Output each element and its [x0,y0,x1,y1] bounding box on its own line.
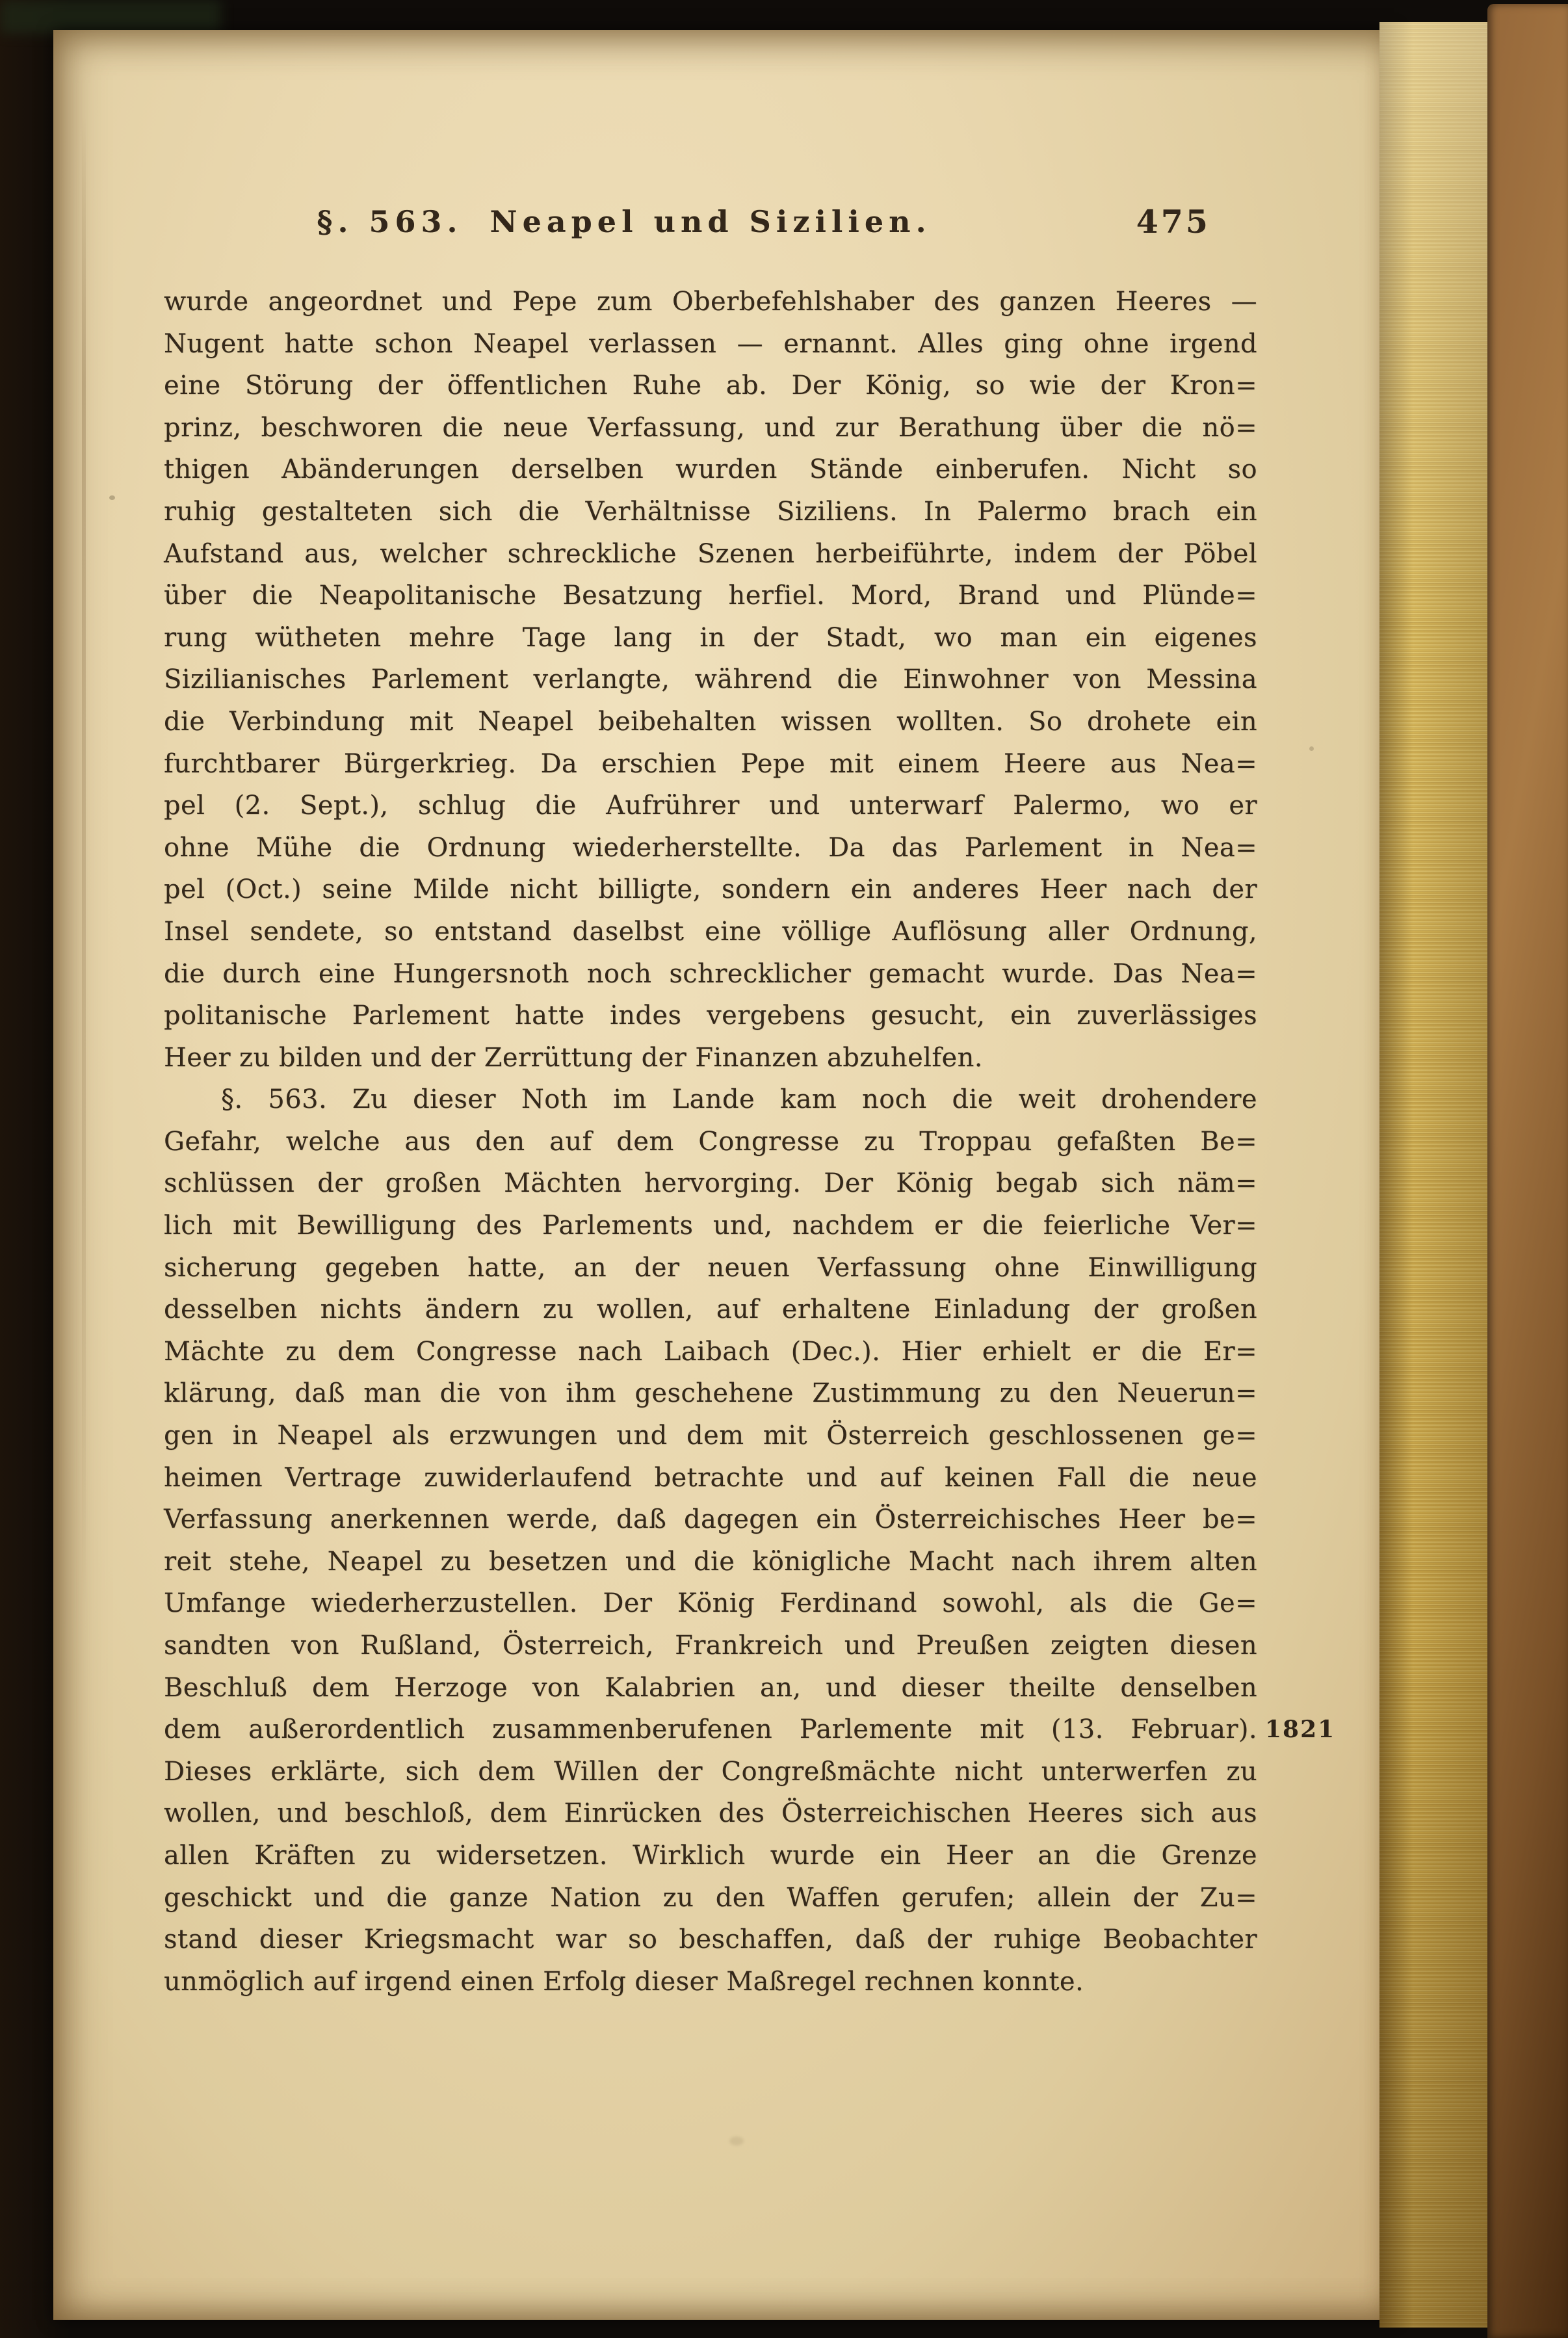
book-cover-right [1487,4,1568,2338]
text-line: wurde angeordnet und Pepe zum Oberbefehlshaber des ganzen Heeres — [164,287,1257,317]
text-line: desselben nichts ändern zu wollen, auf erhaltene Einladung der großen [164,1294,1257,1325]
margin-note-year: 1821 [1265,1716,1336,1743]
text-line: die durch eine Hungersnoth noch schrecklicher gemacht wurde. Das Nea= [164,958,1257,989]
text-line: stand dieser Kriegsmacht war so beschaffen, daß der ruhige Beobachter [164,1924,1257,1955]
text-block [164,281,1336,2003]
text-line: Insel sendete, so entstand daselbst eine völlige Auflösung aller Ordnung, [164,916,1257,947]
text-line: wollen, und beschloß, dem Einrücken des Österreichischen Heeres sich aus [164,1798,1257,1829]
text-line: furchtbarer Bürgerkrieg. Da erschien Pepe mit einem Heere aus Nea= [164,748,1257,779]
paper-speck [729,2136,744,2146]
text-line: Aufstand aus, welcher schreckliche Szenen herbeiführte, indem der Pöbel [164,538,1257,569]
text-line: unmöglich auf irgend einen Erfolg dieser Maßregel rechnen konnte. [164,1966,1084,1997]
text-line: prinz, beschworen die neue Verfassung, und zur Berathung über die nö= [164,412,1257,443]
page-number: 475 [1136,203,1210,241]
text-line: Dieses erklärte, sich dem Willen der Congreßmächte nicht unterwerfen zu [164,1756,1257,1787]
text-line: über die Neapolitanische Besatzung herfiel. Mord, Brand und Plünde= [164,581,1257,611]
text-line: Heer zu bilden und der Zerrüttung der Finanzen abzuhelfen. [164,1042,983,1073]
text-line: Beschluß dem Herzoge von Kalabrien an, und dieser theilte denselben [164,1672,1257,1703]
text-line: thigen Abänderungen derselben wurden Stände einberufen. Nicht so [164,454,1257,485]
text-line: pel (2. Sept.), schlug die Aufrührer und unterwarf Palermo, wo er [164,791,1257,821]
header-chapter-title: Neapel und Sizilien. [490,204,932,239]
text-line: pel (Oct.) seine Milde nicht billigte, sondern ein anderes Heer nach der [164,874,1257,905]
paper-speck [109,495,115,500]
paragraph [164,281,1257,1079]
text-line: rung wütheten mehre Tage lang in der Stadt, wo man ein eigenes [164,622,1257,653]
text-line: heimen Vertrage zuwiderlaufend betrachte und auf keinen Fall die neue [164,1462,1257,1493]
text-line: Gefahr, welche aus den auf dem Congresse zu Troppau gefaßten Be= [164,1126,1257,1157]
header-section-number: §. 563. [317,204,463,239]
text-line: §. 563. Zu dieser Noth im Lande kam noch die weit drohendere [221,1084,1257,1115]
running-header-title [317,204,931,239]
text-line: Sizilianisches Parlement verlangte, während die Einwohner von Messina [164,664,1257,695]
text-line: sandten von Rußland, Österreich, Frankreich und Preußen zeigten diesen [164,1631,1257,1661]
corner-shadow [0,0,221,34]
text-line: klärung, daß man die von ihm geschehene Zustimmung zu den Neuerun= [164,1378,1257,1409]
running-header [164,204,1257,252]
text-line: die Verbindung mit Neapel beibehalten wissen wollten. So drohete ein [164,706,1257,737]
text-line: schlüssen der großen Mächten hervorging. Der König begab sich näm= [164,1168,1257,1199]
text-line: politanische Parlement hatte indes vergebens gesucht, ein zuverlässiges [164,1001,1257,1031]
paragraph [164,1079,1257,2003]
gilded-page-edges [1379,22,1491,2328]
text-line: Nugent hatte schon Neapel verlassen — ernannt. Alles ging ohne irgend [164,328,1257,359]
text-line: Umfange wiederherzustellen. Der König Ferdinand sowohl, als die Ge= [164,1588,1257,1619]
text-line: ruhig gestalteten sich die Verhältnisse Siziliens. In Palermo brach ein [164,496,1257,527]
text-line: Mächte zu dem Congresse nach Laibach (Dec.). Hier erhielt er die Er= [164,1336,1257,1367]
book-page [53,30,1394,2320]
text-line: lich mit Bewilligung des Parlements und, nachdem er die feierliche Ver= [164,1211,1257,1241]
page-crease [82,114,86,1610]
paper-speck [1309,746,1314,751]
text-line: reit stehe, Neapel zu besetzen und die königliche Macht nach ihrem alten [164,1546,1257,1577]
text-line: gen in Neapel als erzwungen und dem mit Österreich geschlossenen ge= [164,1421,1257,1451]
text-line: geschickt und die ganze Nation zu den Waffen gerufen; allein der Zu= [164,1882,1257,1913]
text-line: sicherung gegeben hatte, an der neuen Verfassung ohne Einwilligung [164,1252,1257,1283]
text-line: Verfassung anerkennen werde, daß dagegen ein Österreichisches Heer be= [164,1504,1257,1535]
text-line: eine Störung der öffentlichen Ruhe ab. Der König, so wie der Kron= [164,371,1257,401]
text-line: ohne Mühe die Ordnung wiederherstellte. Da das Parlement in Nea= [164,832,1257,863]
text-line: dem außerordentlich zusammenberufenen Parlemente mit (13. Februar). [164,1714,1257,1745]
text-line: allen Kräften zu widersetzen. Wirklich wurde ein Heer an die Grenze [164,1840,1257,1871]
